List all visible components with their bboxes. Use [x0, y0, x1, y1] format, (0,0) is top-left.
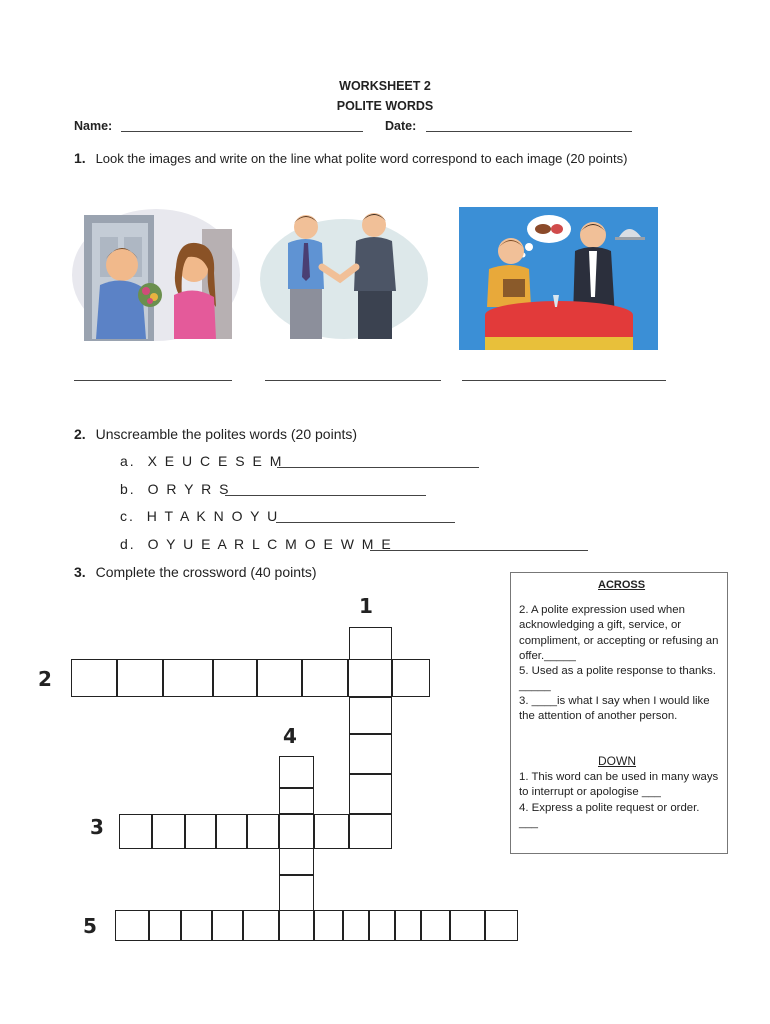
cell-across-5[interactable] [279, 910, 314, 941]
clue-down-1: 1. This word can be used in many ways to interrupt or apologise ___ [519, 771, 719, 799]
cell-down-4[interactable] [279, 848, 314, 875]
cell-across-3[interactable] [216, 814, 247, 849]
cell-across-3[interactable] [185, 814, 216, 849]
question-2 [74, 426, 357, 442]
question-3 [74, 564, 317, 580]
name-line[interactable] [121, 131, 363, 132]
question-1 [74, 150, 627, 166]
cell-across-3[interactable] [349, 814, 392, 849]
cell-across-2[interactable] [117, 659, 163, 697]
scramble-word: O Y U E A R L C M O E W M E [147, 536, 393, 552]
scramble-letter: d. [120, 536, 136, 552]
image-restaurant-waiter [459, 207, 658, 350]
cell-across-5[interactable] [450, 910, 485, 941]
cell-across-2[interactable] [163, 659, 213, 697]
cell-across-5[interactable] [369, 910, 395, 941]
question-2-text: Unscreamble the polites words (20 points) [95, 426, 358, 442]
cell-across-5[interactable] [395, 910, 421, 941]
date-label: Date: [385, 119, 417, 133]
cell-across-2[interactable] [302, 659, 348, 697]
cell-across-2[interactable] [257, 659, 302, 697]
name-label: Name: [74, 119, 113, 133]
scramble-item-c [120, 508, 279, 524]
cell-across-5[interactable] [149, 910, 181, 941]
cell-across-5[interactable] [115, 910, 149, 941]
cell-across-2[interactable] [213, 659, 257, 697]
clue-across-2: 2. A polite expression used when acknowledging a gift, service, or compliment, or accepting or refusing an offer._____ [519, 604, 719, 662]
question-3-text: Complete the crossword (40 points) [95, 564, 317, 580]
scramble-word: X E U C E S E M [147, 453, 284, 469]
answer-line-image-1[interactable] [74, 380, 232, 381]
scramble-letter: c. [120, 508, 135, 524]
cell-down-4[interactable] [279, 756, 314, 788]
cell-across-5[interactable] [421, 910, 450, 941]
crossword-number-5: 5 [83, 914, 97, 938]
crossword-number-4: 4 [283, 724, 297, 748]
answer-line-image-2[interactable] [265, 380, 441, 381]
cell-down-1[interactable] [349, 627, 392, 660]
scramble-word: H T A K N O Y U [146, 508, 280, 524]
scramble-item-a [120, 453, 283, 469]
cell-across-2[interactable] [348, 659, 392, 697]
cell-down-1[interactable] [349, 774, 392, 814]
across-header: ACROSS [598, 579, 646, 591]
answer-line-b[interactable] [225, 495, 426, 496]
image-handshake [258, 207, 430, 343]
image-flowers-at-door [70, 207, 242, 343]
worksheet-title: WORKSHEET 2 [339, 79, 431, 93]
question-1-number: 1. [74, 150, 86, 166]
cell-across-2[interactable] [392, 659, 430, 697]
cell-across-3[interactable] [119, 814, 152, 849]
scramble-item-b [120, 481, 230, 497]
scramble-letter: b. [120, 481, 136, 497]
cell-across-5[interactable] [343, 910, 369, 941]
cell-down-4[interactable] [279, 875, 314, 911]
question-1-text: Look the images and write on the line what polite word correspond to each image (20 points) [95, 151, 628, 166]
cell-down-4[interactable] [279, 788, 314, 814]
crossword-number-1: 1 [359, 594, 373, 618]
crossword-number-2: 2 [38, 667, 52, 691]
cell-across-5[interactable] [212, 910, 243, 941]
cell-down-1[interactable] [349, 697, 392, 734]
cell-across-5[interactable] [243, 910, 279, 941]
clue-down-4: 4. Express a polite request or order. ___ [519, 802, 700, 830]
cell-across-5[interactable] [181, 910, 212, 941]
worksheet-subtitle: POLITE WORDS [336, 99, 434, 113]
question-2-number: 2. [74, 426, 86, 442]
cell-down-1[interactable] [349, 734, 392, 774]
down-header: DOWN [598, 754, 636, 768]
answer-line-d[interactable] [370, 550, 588, 551]
crossword-number-3: 3 [90, 815, 104, 839]
cell-across-5[interactable] [485, 910, 518, 941]
scramble-item-d [120, 536, 393, 552]
cell-across-2[interactable] [71, 659, 117, 697]
cell-across-3[interactable] [247, 814, 279, 849]
cell-across-3[interactable] [279, 814, 314, 849]
cell-across-5[interactable] [314, 910, 343, 941]
date-line[interactable] [426, 131, 632, 132]
scramble-word: O R Y R S [147, 481, 231, 497]
answer-line-image-3[interactable] [462, 380, 666, 381]
scramble-letter: a. [120, 453, 136, 469]
cell-across-3[interactable] [152, 814, 185, 849]
cell-across-3[interactable] [314, 814, 349, 849]
question-3-number: 3. [74, 564, 86, 580]
clue-across-5: 5. Used as a polite response to thanks. _____ [519, 665, 716, 693]
clue-across-3: 3. ____is what I say when I would like the attention of another person. [519, 695, 710, 723]
answer-line-c[interactable] [276, 522, 455, 523]
answer-line-a[interactable] [277, 467, 479, 468]
